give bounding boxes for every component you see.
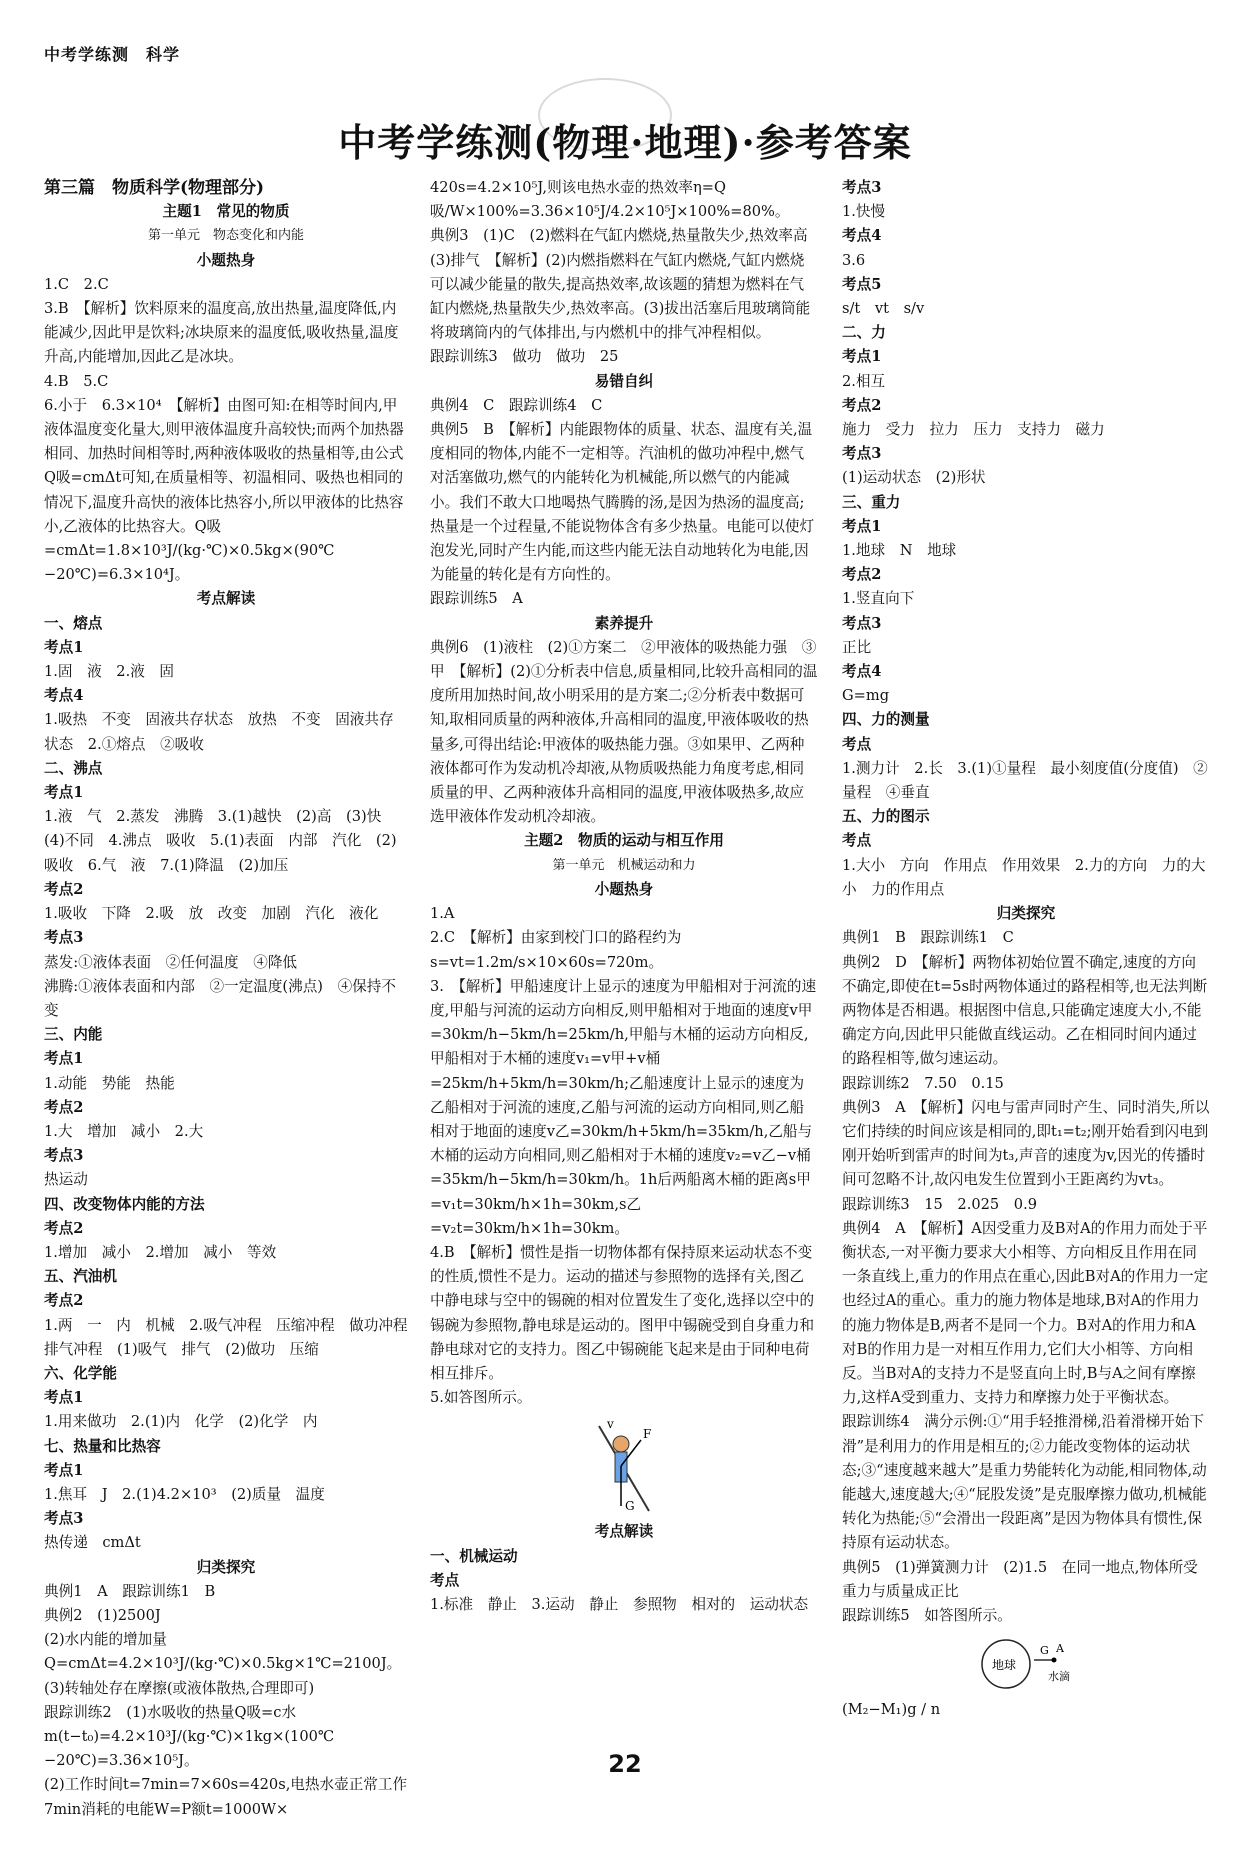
answer-line: 沸腾:①液体表面和内部 ②一定温度(沸点) ④保持不变 bbox=[44, 977, 396, 1019]
answer-line: 典例5 (1)弹簧测力计 (2)1.5 在同一地点,物体所受重力与质量成正比 bbox=[842, 1558, 1198, 1600]
answer-line: 2.相互 bbox=[842, 372, 886, 390]
answer-line: 一、熔点 bbox=[44, 614, 103, 632]
answer-line: 6.小于 6.3×10⁴ 【解析】由图可知:在相等时间内,甲液体温度变化量大,则甲液体温度升高较快;而两个加热器相同、加热时间相等时,两种液体吸收的热量相等,由公式Q吸=cmΔt可知,在质量相等、初温相同、吸热也相同的情况下,温度升高快的液体比热容小,所以甲液体的比热容小,乙液体的比热容大。Q吸=cmΔt=1.8×10³J/(kg·℃)×0.5kg×(90℃−20℃)=6.3×10⁴J。 bbox=[44, 396, 404, 584]
answer-line: 蒸发:①液体表面 ②任何温度 ④降低 bbox=[44, 953, 298, 971]
answer-line: 考点1 bbox=[44, 638, 84, 656]
label-g-vector: G bbox=[1040, 1644, 1049, 1658]
answer-line: 考点3 bbox=[842, 445, 882, 463]
answer-line: 典例4 C 跟踪训练4 C bbox=[430, 396, 603, 414]
answer-line: 考点3 bbox=[44, 1510, 84, 1528]
answer-line: 二、力 bbox=[842, 324, 886, 342]
answer-line: 跟踪训练5 如答图所示。 bbox=[842, 1606, 1012, 1624]
answer-line: 跟踪训练3 15 2.025 0.9 bbox=[842, 1195, 1037, 1213]
answer-line: 420s=4.2×10⁵J,则该电热水壶的热效率η=Q吸/W×100%=3.36×10⁵J/4.2×10⁵J×100%=80%。 bbox=[430, 179, 790, 221]
answer-line: (2)水内能的增加量Q=cmΔt=4.2×10³J/(kg·℃)×0.5kg×1℃=2100J。 bbox=[44, 1631, 402, 1673]
answer-line: 素养提升 bbox=[594, 614, 654, 632]
answer-line: 考点2 bbox=[44, 1219, 84, 1237]
answer-line: 考点4 bbox=[842, 227, 882, 245]
answer-line: 考点1 bbox=[842, 517, 882, 535]
label-earth: 地球 bbox=[992, 1658, 1017, 1673]
answer-line: 典例5 B 【解析】内能跟物体的质量、状态、温度有关,温度相同的物体,内能不一定相等。汽油机的做功冲程中,燃气对活塞做功,燃气的内能转化为机械能,所以燃气的内能减小。我们不敢大口地喝热气腾腾的汤,是因为热汤的温度高;热量是一个过程量,不能说物体含有多少热量。电能可以使灯泡发光,同时产生内能,而这些内能无法自动地转化为电能,因为能量的转化是有方向性的。 bbox=[430, 421, 815, 584]
answer-line: 考点 bbox=[842, 735, 872, 753]
answer-line: 热传递 cmΔt bbox=[44, 1534, 141, 1552]
water-drop bbox=[1052, 1658, 1057, 1663]
answer-line: (1)运动状态 (2)形状 bbox=[842, 469, 986, 487]
page-number: 22 bbox=[608, 1750, 642, 1778]
answer-line: 典例3 A 【解析】闪电与雷声同时产生、同时消失,所以它们持续的时间应该是相同的,即t₁=t₂;刚开始看到闪电到刚开始听到雷声的时间为t₃,声音的速度为v,因光的传播时间可忽略不计,故闪电发生位置到小王距离约为vt₃。 bbox=[842, 1098, 1210, 1189]
answer-line: 典例2 D 【解析】两物体初始位置不确定,速度的方向不确定,即使在t=5s时两物体通过的路程相等,也无法判断两物体是否相遇。根据图中信息,只能确定速度大小,不能确定方向,因此甲只能做直线运动。乙在相同时间内通过的路程相等,做匀速运动。 bbox=[842, 953, 1208, 1068]
answer-line: 考点1 bbox=[44, 1389, 84, 1407]
answer-line: s/t vt s/v bbox=[842, 300, 925, 318]
label-v: v bbox=[607, 1417, 614, 1432]
page-title: 中考学练测(物理·地理)·参考答案 bbox=[338, 120, 912, 165]
label-a: A bbox=[1056, 1642, 1064, 1656]
answer-line: 考点2 bbox=[44, 880, 84, 898]
answer-line: 1.液 气 2.蒸发 沸腾 3.(1)越快 (2)高 (3)快 (4)不同 4.沸点 吸收 5.(1)表面 内部 汽化 (2)吸收 6.气 液 7.(1)降温 (2)加压 bbox=[44, 808, 397, 874]
answer-line: 考点4 bbox=[44, 687, 84, 705]
answer-line: 1.吸收 下降 2.吸 放 改变 加剧 汽化 液化 bbox=[44, 905, 379, 923]
answer-line: 3.B 【解析】饮料原来的温度高,放出热量,温度降低,内能减少,因此甲是饮料;冰块原来的温度低,吸收热量,温度升高,内能增加,因此乙是冰块。 bbox=[44, 300, 399, 366]
answer-line: 1.焦耳 J 2.(1)4.2×10³ (2)质量 温度 bbox=[44, 1485, 325, 1503]
answer-line: 五、汽油机 bbox=[44, 1268, 117, 1286]
answer-line: 二、沸点 bbox=[44, 759, 103, 777]
answer-line: 1.固 液 2.液 固 bbox=[44, 663, 175, 681]
answer-line: 跟踪训练5 A bbox=[430, 590, 523, 608]
answer-line: 1.大小 方向 作用点 作用效果 2.力的方向 力的大小 力的作用点 bbox=[842, 856, 1206, 898]
answer-line: 1.两 一 内 机械 2.吸气冲程 压缩冲程 做功冲程 排气冲程 (1)吸气 排气 (2)做功 压缩 bbox=[44, 1316, 423, 1358]
answer-line: 考点5 bbox=[842, 275, 882, 293]
header-label: 中考学练测 科学 bbox=[44, 45, 181, 64]
answer-line: 第一单元 物态变化和内能 bbox=[147, 228, 304, 244]
answer-line: 考点2 bbox=[44, 1292, 84, 1310]
column-middle bbox=[430, 176, 823, 1793]
answer-line: 易错自纠 bbox=[594, 372, 654, 390]
answer-line: 正比 bbox=[842, 638, 872, 656]
answer-line: 跟踪训练3 做功 做功 25 bbox=[430, 348, 619, 366]
label-g: G bbox=[625, 1499, 635, 1514]
answer-line: 主题2 物质的运动与相互作用 bbox=[524, 832, 724, 850]
answer-line: 归类探究 bbox=[996, 905, 1056, 923]
answer-line: G=mg bbox=[842, 687, 890, 705]
answer-line: 考点2 bbox=[44, 1098, 84, 1116]
answer-line: 第三篇 物质科学(物理部分) bbox=[44, 178, 265, 198]
answer-line: 3. 【解析】甲船速度计上显示的速度为甲船相对于河流的速度,甲船与河流的运动方向相反,则甲船相对于地面的速度v甲=30km/h−5km/h=25km/h,甲船与木桶的运动方向相反,甲船相对于木桶的速度v₁=v甲+v桶=25km/h+5km/h=30km/h;乙船速度计上显示的速度为乙船相对于河流的速度,乙船与河流的运动方向相同,则乙船相对于地面的速度v乙=30km/h+5km/h=35km/h,乙船与木桶的运动方向相同,则乙船相对于木桶的速度v₂=v乙−v桶=35km/h−5km/h=30km/h。1h后两船离木桶的距离s甲=v₁t=30km/h×1h=30km,s乙=v₂t=30km/h×1h=30km。 bbox=[430, 977, 817, 1237]
answer-line: 考点4 bbox=[842, 663, 882, 681]
answer-line: 小题热身 bbox=[594, 880, 654, 898]
answer-line: 考点解读 bbox=[594, 1523, 654, 1541]
answer-line: 1.大 增加 减小 2.大 bbox=[44, 1122, 204, 1140]
answer-line: 1.C 2.C bbox=[44, 275, 109, 293]
answer-line: 1.测力计 2.长 3.(1)①量程 最小刻度值(分度值) ②量程 ④垂直 bbox=[842, 759, 1208, 802]
answer-line: 四、力的测量 bbox=[842, 711, 930, 729]
answer-line: 热运动 bbox=[44, 1171, 88, 1189]
answer-line: 施力 受力 拉力 压力 支持力 磁力 bbox=[842, 421, 1105, 439]
answer-line: 小题热身 bbox=[196, 251, 256, 269]
answer-line: 考点3 bbox=[842, 614, 882, 632]
answer-line: 典例6 (1)液柱 (2)①方案二 ②甲液体的吸热能力强 ③甲 【解析】(2)①分析表中信息,质量相同,比较升高相同的温度所用加热时间,故小明采用的是方案二;②分析表中数据可知,取相同质量的两种液体,升高相同的温度,甲液体吸收的热量多,可得出结论:甲液体的吸热能力强。③如果甲、乙两种液体都可作为发动机冷却液,从物质吸热能力角度考虑,相同质量的甲、乙两种液体升高相同的温度,甲液体吸热多,故应选甲液体作发动机冷却液。 bbox=[430, 638, 818, 826]
answer-line: 典例3 (1)C (2)燃料在气缸内燃烧,热量散失少,热效率高 (3)排气 【解析】(2)内燃指燃料在气缸内燃烧,气缸内燃烧可以减少能量的散失,提高热效率,故该题的猜想为燃料在气缸内燃烧,热量散失少,热效率高。(3)拔出活塞后甩玻璃筒能将玻璃筒内的气体排出,与内燃机中的排气冲程相似。 bbox=[430, 227, 823, 342]
answer-line: 考点1 bbox=[842, 348, 882, 366]
answer-line: 典例1 B 跟踪训练1 C bbox=[842, 929, 1014, 947]
label-water: 水滴 bbox=[1048, 1670, 1070, 1684]
answer-line: 跟踪训练2 (1)水吸收的热量Q吸=c水m(t−t₀)=4.2×10³J/(kg·℃)×1kg×(100℃−20℃)=3.36×10⁵J。 bbox=[44, 1703, 335, 1770]
answer-line: 3.6 bbox=[842, 251, 866, 269]
answer-line: 1.竖直向下 bbox=[842, 590, 915, 608]
answer-line: 1.标准 静止 3.运动 静止 参照物 相对的 运动状态 bbox=[430, 1595, 809, 1613]
label-f: F bbox=[643, 1427, 652, 1442]
answer-line: 考点 bbox=[430, 1571, 460, 1589]
answer-line: 典例2 (1)2500J bbox=[44, 1606, 161, 1624]
column-left bbox=[44, 176, 423, 1818]
answer-line: 1.动能 势能 热能 bbox=[44, 1074, 175, 1092]
answer-line: 七、热量和比热容 bbox=[44, 1437, 161, 1455]
answer-line: (2)工作时间t=7min=7×60s=420s,电热水壶正常工作7min消耗的电能W=P额t=1000W× bbox=[44, 1776, 408, 1818]
answer-line: 1.增加 减小 2.增加 减小 等效 bbox=[44, 1243, 277, 1261]
answer-line: 归类探究 bbox=[196, 1558, 256, 1576]
answer-line: 六、化学能 bbox=[44, 1364, 117, 1382]
answer-line: 1.地球 N 地球 bbox=[842, 542, 957, 560]
answer-line: 考点2 bbox=[842, 566, 882, 584]
answer-line: 考点2 bbox=[842, 396, 882, 414]
answer-line: 1.吸热 不变 固液共存状态 放热 不变 固液共存状态 2.①熔点 ②吸收 bbox=[44, 711, 394, 753]
answer-line: 四、改变物体内能的方法 bbox=[44, 1195, 205, 1213]
answer-line: 三、重力 bbox=[842, 493, 901, 511]
answer-line: 1.用来做功 2.(1)内 化学 (2)化学 内 bbox=[44, 1413, 318, 1431]
answer-line: 三、内能 bbox=[44, 1026, 103, 1044]
answer-line: 主题1 常见的物质 bbox=[162, 203, 290, 221]
figure-earth-waterdrop bbox=[966, 1634, 1086, 1694]
column-right bbox=[842, 176, 1210, 1793]
answer-line: 4.B 【解析】惯性是指一切物体都有保持原来运动状态不变的性质,惯性不是力。运动的描述与参照物的选择有关,图乙中静电球与空中的锡碗的相对位置发生了变化,选择以空中的锡碗为参照物,静电球是运动的。图甲中锡碗受到自身重力和静电球对它的支持力。图乙中锡碗能飞起来是由于同种电荷相互排斥。 bbox=[430, 1243, 815, 1382]
answer-line: 考点3 bbox=[842, 179, 882, 196]
answer-line: 典例4 A 【解析】A因受重力及B对A的作用力而处于平衡状态,一对平衡力要求大小相等、方向相反且作用在同一条直线上,重力的作用点在重心,因此B对A的作用力一定也经过A的重心。重力的施力物体是地球,B对A的作用力的施力物体是B,两者不是同一个力。B对A的作用力和A对B的作用力是一对相互作用力,它们大小相等、方向相反。当B对A的支持力不是竖直向上时,B与A之间有摩擦力,这样A受到重力、支持力和摩擦力处于平衡状态。 bbox=[842, 1219, 1209, 1407]
answer-line: 1.快慢 bbox=[842, 203, 886, 221]
answer-line: 5.如答图所示。 bbox=[430, 1389, 532, 1407]
answer-line: 一、机械运动 bbox=[430, 1547, 518, 1565]
answer-line: 考点3 bbox=[44, 1147, 84, 1165]
answer-line: 考点1 bbox=[44, 1461, 84, 1479]
figure-slide-force bbox=[579, 1416, 669, 1516]
answer-line: 五、力的图示 bbox=[842, 808, 930, 826]
answer-line: (3)转轴处存在摩擦(或液体散热,合理即可) bbox=[44, 1679, 315, 1697]
answer-line: 考点3 bbox=[44, 929, 84, 947]
answer-line: 考点1 bbox=[44, 1050, 84, 1068]
answer-line: 第一单元 机械运动和力 bbox=[552, 857, 696, 873]
answer-line: 考点 bbox=[842, 832, 872, 850]
answer-line: (M₂−M₁)g / n bbox=[842, 1701, 941, 1719]
answer-line: 跟踪训练2 7.50 0.15 bbox=[842, 1074, 1004, 1092]
answer-line: 典例1 A 跟踪训练1 B bbox=[44, 1582, 216, 1600]
answer-line: 考点1 bbox=[44, 784, 84, 802]
answer-line: 2.C 【解析】由家到校门口的路程约为s=vt=1.2m/s×10×60s=720m。 bbox=[430, 929, 682, 971]
answer-line: 4.B 5.C bbox=[44, 372, 109, 390]
answer-line: 1.A bbox=[430, 905, 455, 923]
answer-line: 考点解读 bbox=[196, 590, 256, 608]
answer-line: 跟踪训练4 满分示例:①“用手轻推滑梯,沿着滑梯开始下滑”是利用力的作用是相互的;②力能改变物体的运动状态;③“速度越来越大”是重力势能转化为动能,相同物体,动能越大,速度越大;④“屁股发烫”是克服摩擦力做功,机械能转化为热能;⑤“会滑出一段距离”是因为物体具有惯性,保持原有运动状态。 bbox=[842, 1413, 1207, 1552]
person-head bbox=[613, 1436, 629, 1452]
